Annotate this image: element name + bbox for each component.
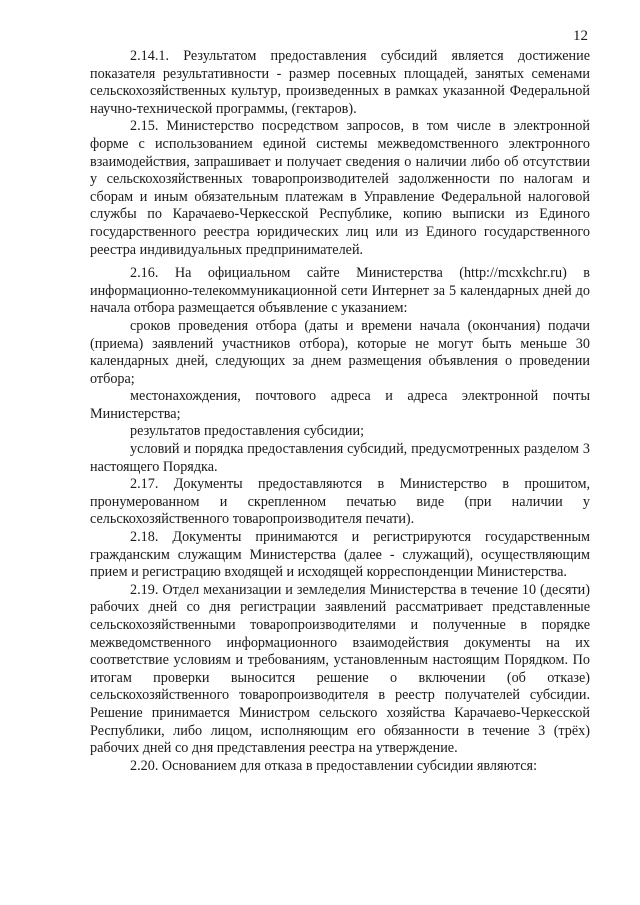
paragraph-2-16: 2.16. На официальном сайте Министерства (http://mcxkchr.ru) в информационно-телекоммуникационной сети Интернет за 5 календарных дней до начала отбора размещается объявление с указанием: bbox=[90, 265, 590, 317]
list-item-results: результатов предоставления субсидии; bbox=[130, 423, 365, 440]
paragraph-2-14-1: 2.14.1. Результатом предоставления субсидий является достижение показателя результативности - размер посевных площадей, занятых семенами сельскохозяйственных культур, произведенных в рамках указанной Федеральной научно-технической программы, (гектаров). bbox=[90, 48, 590, 117]
list-item-address: местонахождения, почтового адреса и адреса электронной почты Министерства; bbox=[90, 388, 590, 422]
paragraph-2-17: 2.17. Документы предоставляются в Министерство в прошитом, пронумерованном и скрепленном печатью виде (при наличии у сельскохозяйственного товаропроизводителя печати). bbox=[90, 476, 590, 528]
paragraph-2-19: 2.19. Отдел механизации и земледелия Министерства в течение 10 (десяти) рабочих дней со дня регистрации заявлений рассматривает представленные сельскохозяйственными товаропроизводителями и полученные в порядке межведомственного информационного взаимодействия документы на их соответствие условиям и требованиям, установленным настоящим Порядком. По итогам проверки выносится решение о включении (об отказе) сельскохозяйственного товаропроизводителя в реестр получателей субсидии. Решение принимается Министром сельского хозяйства Карачаево-Черкесской Республики, либо лицом, исполняющим его обязанности в течение 3 (трёх) рабочих дней со дня представления реестра на утверждение. bbox=[90, 581, 590, 757]
page-number: 12 bbox=[573, 28, 588, 44]
paragraph-2-20: 2.20. Основанием для отказа в предоставлении субсидии являются: bbox=[130, 757, 538, 774]
paragraph-2-18: 2.18. Документы принимаются и регистрируются государственным гражданским служащим Министерства (далее - служащий), осуществляющим прием и регистрацию входящей и исходящей корреспонденции Министерства. bbox=[90, 529, 590, 581]
document-body bbox=[90, 48, 590, 775]
list-item-deadlines: сроков проведения отбора (даты и времени начала (окончания) подачи (приема) заявлений участников отбора), которые не могут быть меньше 30 календарных дней, следующих за днем размещения объявления о проведении отбора; bbox=[90, 317, 590, 387]
list-item-conditions: условий и порядка предоставления субсидий, предусмотренных разделом 3 настоящего Порядка. bbox=[90, 441, 590, 475]
paragraph-2-15: 2.15. Министерство посредством запросов, в том числе в электронной форме с использованием единой системы межведомственного электронного взаимодействия, запрашивает и получает сведения о наличии либо об отсутствии у сельскохозяйственных товаропроизводителей задолженности по налогам и сборам и иным обязательным платежам в Управление Федеральной налоговой службы по Карачаево-Черкесской Республике, копию выписки из Единого государственного реестра юридических лиц или из Единого государственного реестра индивидуальных предпринимателей. bbox=[90, 118, 590, 258]
